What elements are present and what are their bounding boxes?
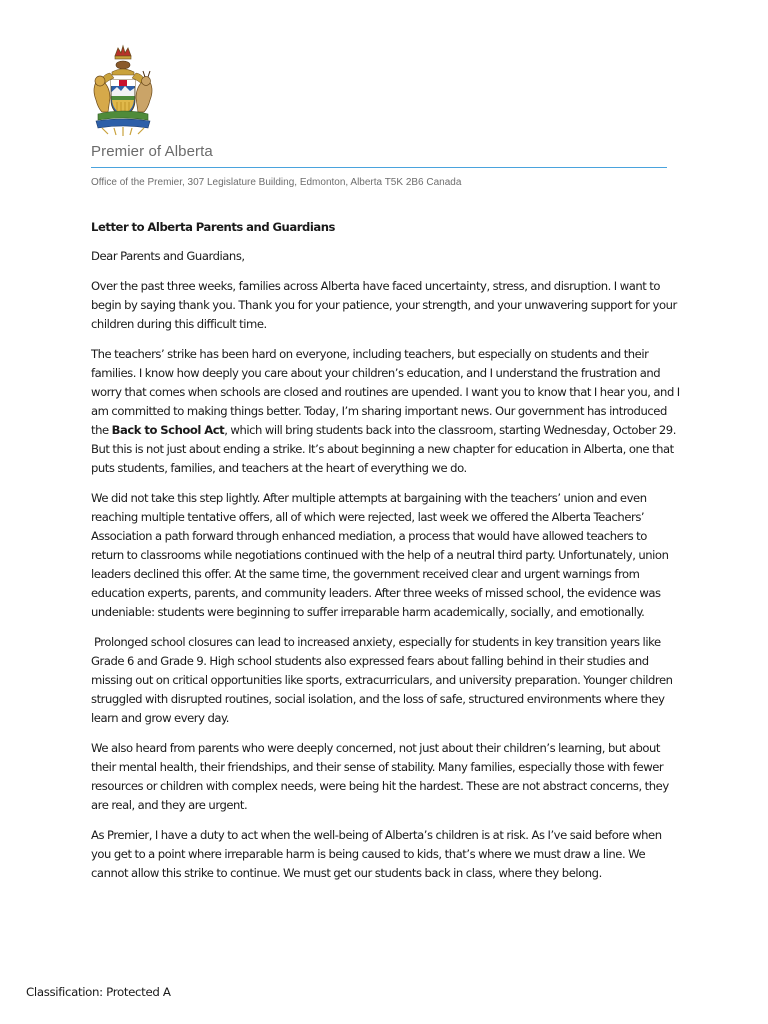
paragraph-5: We also heard from parents who were deeply concerned, not just about their children’s learning, but about their mental health, their friendships, and their sense of stability. Many families, especially those with fewer resources or children with complex needs, were being hit the hardest. These are not abstract concerns, they are real, and they are urgent.	[91, 741, 669, 812]
paragraph-3: We did not take this step lightly. After multiple attempts at bargaining with the teachers’ union and even reaching multiple tentative offers, all of which were rejected, last week we offered the Alberta Teachers’ Association a path forward through enhanced mediation, a process that would have allowed teachers to return to classrooms while negotiations continued with the help of a neutral third party. Unfortunately, union leaders declined this offer. At the same time, the government received clear and urgent warnings from education experts, parents, and community leaders. After three weeks of missed school, the evidence was undeniable: students were beginning to suffer irreparable harm academically, socially, and emotionally.	[91, 491, 669, 619]
letterhead-divider	[91, 167, 667, 168]
letter-body	[91, 218, 681, 894]
paragraph-4: Prolonged school closures can lead to increased anxiety, especially for students in key transition years like Grade 6 and Grade 9. High school students also expressed fears about falling behind in their studies and missing out on critical opportunities like sports, extracurriculars, and university preparation. Younger children struggled with disrupted routines, social isolation, and the loss of safe, structured environments where they learn and grow every day.	[91, 635, 676, 725]
paragraph-6: As Premier, I have a duty to act when the well-being of Alberta’s children is at risk. As I’ve said before when you get to a point where irreparable harm is being caused to kids, that’s where we must draw a line. We cannot allow this strike to continue. We must get our students back in class, where they belong.	[91, 828, 662, 880]
crown-icon	[115, 46, 131, 59]
letter-salutation: Dear Parents and Guardians,	[91, 249, 245, 263]
paragraph-2-part-2: , which will bring students back into the classroom, starting Wednesday, October 29. But this is not just about ending a strike. It’s about beginning a new chapter for education in Alberta, one that puts students, families, and teachers at the heart of everything we do.	[91, 423, 676, 475]
paragraph-2-part-1: The teachers’ strike has been hard on everyone, including teachers, but especially on students and their families. I know how deeply you care about your children’s education, and I understand the frustration and worry that comes when schools are closed and routines are upended. I want you to know that I hear you, and I am committed to making things better. Today, I’m sharing important news. Our government has introduced the	[91, 347, 680, 437]
paragraph-1: Over the past three weeks, families across Alberta have faced uncertainty, stress, and disruption. I want to begin by saying thank you. Thank you for your patience, your strength, and your unwavering support for your children during this difficult time.	[91, 279, 677, 331]
letterhead-address: Office of the Premier, 307 Legislature Building, Edmonton, Alberta T5K 2B6 Canada	[91, 177, 462, 188]
classification-label: Classification: Protected A	[26, 985, 171, 999]
alberta-coat-of-arms-icon	[88, 42, 158, 138]
paragraph-2	[91, 345, 681, 478]
back-to-school-act: Back to School Act	[111, 423, 225, 437]
letter-subject: Letter to Alberta Parents and Guardians	[91, 220, 335, 234]
letterhead-title: Premier of Alberta	[91, 143, 213, 160]
